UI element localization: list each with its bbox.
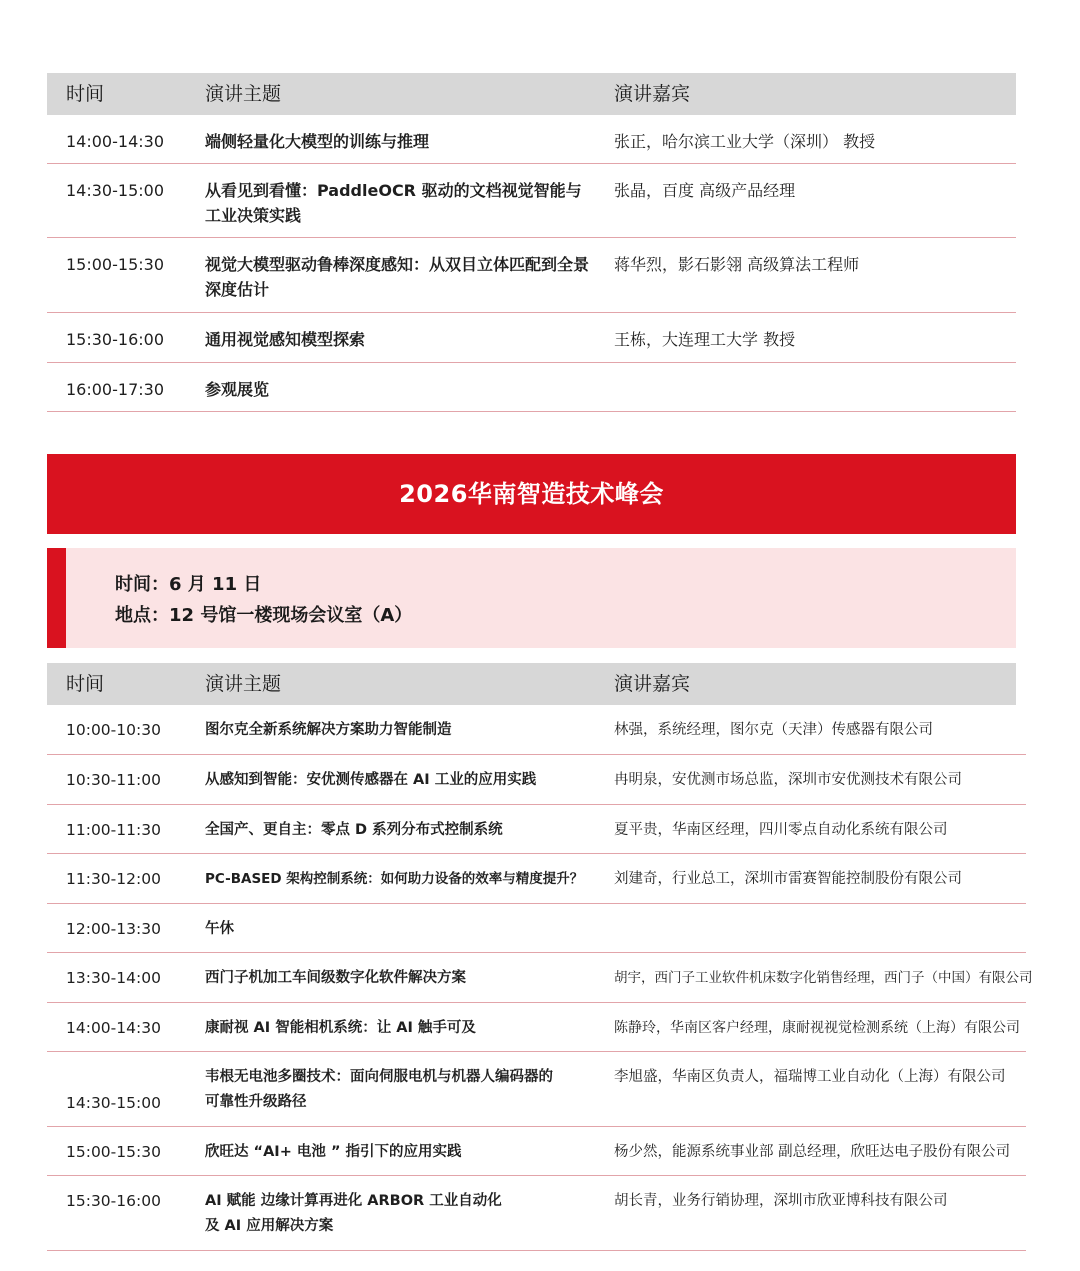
row-speaker: 杨少然，能源系统事业部 副总经理，欣旺达电子股份有限公司 (614, 1144, 1011, 1160)
table-row (47, 805, 1026, 854)
row-speaker: 夏平贵，华南区经理，四川零点自动化系统有限公司 (614, 822, 948, 838)
row-speaker: 张正，哈尔滨工业大学（深圳） 教授 (614, 132, 876, 151)
row-speaker: 王栋，大连理工大学 教授 (614, 330, 796, 349)
row-speaker: 冉明泉，安优测市场总监，深圳市安优测技术有限公司 (614, 772, 962, 788)
table-row (47, 755, 1026, 805)
table-row (47, 313, 1016, 363)
row-topic: 午休 (205, 921, 234, 937)
table-header-2 (47, 663, 1016, 705)
table-row (47, 115, 1016, 164)
row-speaker: 胡长青，业务行销协理，深圳市欣亚博科技有限公司 (614, 1193, 948, 1209)
summit-banner (47, 454, 1016, 534)
row-speaker: 张晶，百度 高级产品经理 (614, 181, 796, 200)
row-topic: 图尔克全新系统解决方案助力智能制造 (205, 722, 452, 738)
row-time: 14:30-15:00 (66, 181, 164, 200)
header-time: 时间 (66, 83, 105, 105)
table-row (47, 1176, 1026, 1251)
table-row (47, 1127, 1026, 1176)
summit-title: 2026华南智造技术峰会 (399, 480, 664, 508)
row-time: 14:00-14:30 (66, 132, 164, 151)
table-row (47, 854, 1026, 904)
row-topic: 康耐视 AI 智能相机系统：让 AI 触手可及 (205, 1020, 476, 1036)
row-time: 15:30-16:00 (66, 330, 164, 349)
table-row (47, 904, 1026, 953)
row-speaker: 林强，系统经理，图尔克（天津）传感器有限公司 (614, 722, 933, 738)
row-topic: 参观展览 (205, 380, 270, 399)
table-row (47, 238, 1016, 313)
summit-venue: 地点：12 号馆一楼现场会议室（A） (115, 605, 413, 626)
row-speaker: 蒋华烈，影石影翎 高级算法工程师 (614, 255, 860, 274)
row-topic: 从看见到看懂：PaddleOCR 驱动的文档视觉智能与工业决策实践 (205, 181, 582, 225)
accent-bar (47, 548, 66, 648)
row-time: 12:00-13:30 (66, 920, 161, 938)
header-time: 时间 (66, 673, 105, 695)
table-row (47, 1003, 1026, 1052)
header-speaker: 演讲嘉宾 (614, 673, 691, 695)
row-time: 14:30-15:00 (66, 1094, 161, 1112)
summit-info-box (47, 548, 1016, 648)
header-topic: 演讲主题 (205, 673, 282, 695)
row-topic: 全国产、更自主：零点 D 系列分布式控制系统 (205, 822, 503, 838)
row-topic: PC-BASED 架构控制系统：如何助力设备的效率与精度提升？ (205, 871, 584, 887)
row-speaker: 胡宇，西门子工业软件机床数字化销售经理，西门子（中国）有限公司 (614, 970, 1033, 986)
header-topic: 演讲主题 (205, 83, 282, 105)
row-time: 11:00-11:30 (66, 821, 161, 839)
row-time: 11:30-12:00 (66, 870, 161, 888)
row-time: 15:00-15:30 (66, 1143, 161, 1161)
summit-date: 时间：6 月 11 日 (115, 574, 262, 595)
row-time: 15:30-16:00 (66, 1192, 161, 1210)
row-topic: 从感知到智能：安优测传感器在 AI 工业的应用实践 (205, 772, 537, 788)
row-topic: 端侧轻量化大模型的训练与推理 (205, 132, 430, 151)
table-header-1 (47, 73, 1016, 115)
row-speaker: 李旭盛，华南区负责人，福瑞博工业自动化（上海）有限公司 (614, 1069, 1006, 1085)
header-speaker: 演讲嘉宾 (614, 83, 691, 105)
row-topic: 通用视觉感知模型探索 (205, 330, 366, 349)
row-speaker: 陈静玲，华南区客户经理，康耐视视觉检测系统（上海）有限公司 (614, 1020, 1020, 1036)
row-topic: 欣旺达 “AI+ 电池 ” 指引下的应用实践 (205, 1144, 462, 1160)
table-row (47, 953, 1033, 1003)
row-time: 16:00-17:30 (66, 380, 164, 399)
row-topic: AI 赋能 边缘计算再进化 ARBOR 工业自动化及 AI 应用解决方案 (205, 1193, 502, 1234)
row-time: 10:00-10:30 (66, 721, 161, 739)
table-row (47, 164, 1016, 238)
row-time: 10:30-11:00 (66, 771, 161, 789)
table-row (47, 705, 1026, 755)
table-row (47, 363, 1016, 412)
row-speaker: 刘建奇，行业总工，深圳市雷赛智能控制股份有限公司 (614, 871, 962, 887)
row-time: 14:00-14:30 (66, 1019, 161, 1037)
row-time: 13:30-14:00 (66, 969, 161, 987)
row-topic: 视觉大模型驱动鲁棒深度感知：从双目立体匹配到全景深度估计 (205, 255, 590, 299)
row-topic: 西门子机加工车间级数字化软件解决方案 (205, 970, 466, 986)
row-time: 15:00-15:30 (66, 255, 164, 274)
table-row (47, 1052, 1026, 1127)
row-topic: 韦根无电池多圈技术：面向伺服电机与机器人编码器的可靠性升级路径 (205, 1069, 553, 1110)
